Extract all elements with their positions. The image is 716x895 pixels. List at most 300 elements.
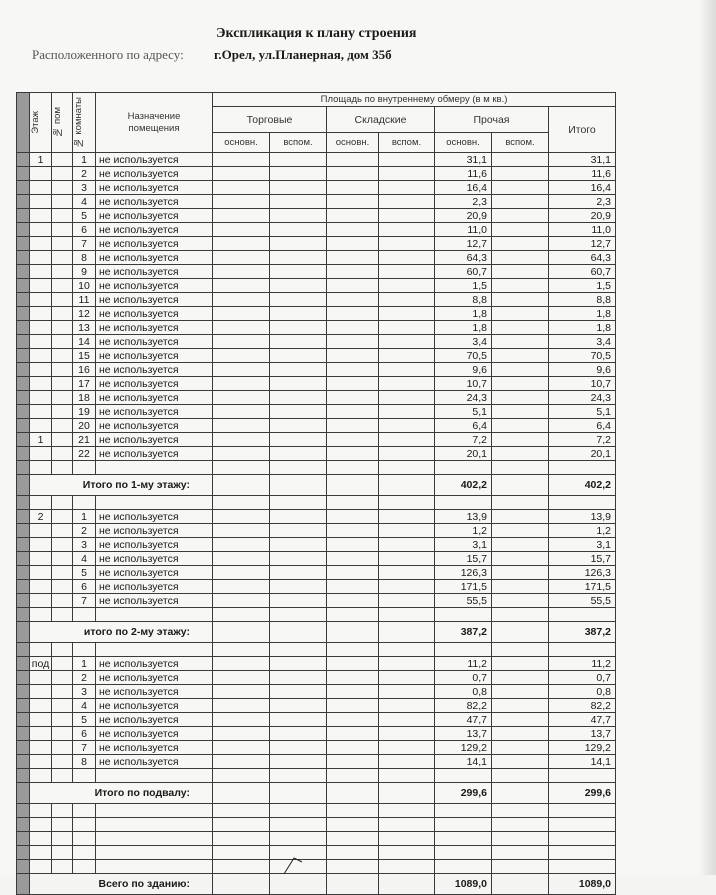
purpose-cell: не используется [96,657,213,671]
shaded-cell [17,608,30,622]
empty-cell [327,433,379,447]
empty-cell [30,496,52,510]
shaded-cell [17,566,30,580]
header-storage-aux: вспом. [379,133,435,153]
empty-cell [327,566,379,580]
spacer-row [17,804,616,818]
empty-cell [270,657,327,671]
spacer-row [17,818,616,832]
empty-cell [270,181,327,195]
empty-cell [270,461,327,475]
empty-cell [379,860,435,874]
purpose-cell: не используется [96,405,213,419]
empty-cell [73,769,96,783]
empty-cell [73,818,96,832]
floor-cell [30,699,52,713]
subtotal-label: Всего по зданию: [98,878,190,890]
empty-cell [213,195,270,209]
empty-cell [549,496,616,510]
empty-cell [549,832,616,846]
empty-cell [379,769,435,783]
empty-cell [379,783,435,804]
empty-cell [379,335,435,349]
empty-cell [270,321,327,335]
table-row [17,349,616,363]
room-no-cell [52,685,73,699]
total-cell: 16,4 [549,181,616,195]
empty-cell [270,552,327,566]
shaded-cell [17,713,30,727]
empty-cell [213,391,270,405]
total-cell: 9,6 [549,363,616,377]
shaded-cell [17,167,30,181]
purpose-cell: не используется [96,335,213,349]
room-no-cell [52,167,73,181]
shaded-cell [17,755,30,769]
other-aux-cell [492,433,549,447]
empty-cell [213,671,270,685]
room-no-cell [52,153,73,167]
empty-cell [492,608,549,622]
empty-cell [379,566,435,580]
other-main-cell: 6,4 [435,419,492,433]
shaded-cell [17,846,30,860]
total-cell: 0,7 [549,671,616,685]
shaded-cell [17,237,30,251]
header-trade-aux: вспом. [270,133,327,153]
empty-cell [30,818,52,832]
empty-cell [549,818,616,832]
other-aux-cell [492,223,549,237]
empty-cell [549,804,616,818]
empty-cell [270,167,327,181]
room-no-cell [52,293,73,307]
room-no-cell [52,741,73,755]
shaded-cell [17,727,30,741]
other-main-cell: 47,7 [435,713,492,727]
empty-cell [327,167,379,181]
table-row [17,447,616,461]
floor-cell [30,209,52,223]
empty-cell [96,769,213,783]
other-aux-cell [492,251,549,265]
empty-cell [327,153,379,167]
empty-cell [327,622,379,643]
other-aux-cell [492,167,549,181]
shaded-cell [17,671,30,685]
empty-cell [327,293,379,307]
subtotal-total-cell: 1089,0 [549,874,616,895]
total-cell: 10,7 [549,377,616,391]
empty-cell [379,594,435,608]
empty-cell [435,804,492,818]
subtotal-other-cell: 1089,0 [435,874,492,895]
empty-cell [213,461,270,475]
shaded-cell [17,461,30,475]
table-row [17,377,616,391]
subtotal-row [17,475,616,496]
empty-cell [213,755,270,769]
other-aux-cell [492,524,549,538]
other-aux-cell [492,405,549,419]
other-main-cell: 3,4 [435,335,492,349]
room-number-cell: 19 [73,405,96,419]
empty-cell [492,846,549,860]
empty-cell [270,293,327,307]
empty-cell [492,461,549,475]
total-cell: 12,7 [549,237,616,251]
table-row [17,405,616,419]
table-row [17,195,616,209]
spacer-row [17,461,616,475]
room-number-cell: 14 [73,335,96,349]
shaded-cell [17,818,30,832]
shaded-cell [17,391,30,405]
empty-cell [213,804,270,818]
total-cell: 0,8 [549,685,616,699]
empty-cell [213,251,270,265]
empty-cell [379,251,435,265]
empty-cell [379,538,435,552]
subtotal-other-cell: 402,2 [435,475,492,496]
room-number-cell: 2 [73,524,96,538]
purpose-cell: не используется [96,349,213,363]
empty-cell [549,643,616,657]
total-cell: 11,6 [549,167,616,181]
empty-cell [379,657,435,671]
table-row [17,566,616,580]
empty-cell [327,755,379,769]
room-no-cell [52,699,73,713]
other-aux-cell [492,237,549,251]
room-no-cell [52,524,73,538]
room-no-cell [52,405,73,419]
table-row [17,741,616,755]
table-row [17,538,616,552]
other-main-cell: 5,1 [435,405,492,419]
room-number-cell: 11 [73,293,96,307]
empty-cell [213,307,270,321]
empty-cell [327,447,379,461]
empty-cell [213,741,270,755]
empty-cell [327,608,379,622]
header-storage-main: основн. [327,133,379,153]
other-aux-cell [492,209,549,223]
empty-cell [52,804,73,818]
empty-cell [52,832,73,846]
empty-cell [73,643,96,657]
room-no-cell [52,433,73,447]
total-cell: 15,7 [549,552,616,566]
room-no-cell [52,181,73,195]
total-cell: 1,8 [549,321,616,335]
purpose-cell: не используется [96,167,213,181]
purpose-cell: не используется [96,524,213,538]
table-row [17,335,616,349]
room-no-cell [52,349,73,363]
empty-cell [270,307,327,321]
table-row [17,552,616,566]
empty-cell [327,860,379,874]
empty-cell [52,860,73,874]
table-row [17,251,616,265]
empty-cell [270,153,327,167]
empty-cell [549,608,616,622]
room-number-cell: 20 [73,419,96,433]
other-aux-cell [492,699,549,713]
room-no-cell [52,279,73,293]
floor-cell [30,391,52,405]
total-cell: 31,1 [549,153,616,167]
empty-cell [213,685,270,699]
empty-cell [379,622,435,643]
total-cell: 171,5 [549,580,616,594]
empty-cell [270,363,327,377]
total-cell: 13,7 [549,727,616,741]
floor-cell [30,335,52,349]
table-row [17,181,616,195]
room-no-cell [52,307,73,321]
shaded-cell [17,153,30,167]
room-no-cell [52,510,73,524]
spacer-row [17,496,616,510]
empty-cell [213,209,270,223]
empty-cell [213,538,270,552]
subtotal-other-cell: 387,2 [435,622,492,643]
room-number-cell: 10 [73,279,96,293]
shaded-cell [17,496,30,510]
empty-cell [270,622,327,643]
empty-cell [270,349,327,363]
empty-cell [270,419,327,433]
floor-cell: под [30,657,52,671]
room-number-cell: 6 [73,223,96,237]
room-number-cell: 13 [73,321,96,335]
empty-cell [379,307,435,321]
table-row [17,685,616,699]
empty-cell [270,671,327,685]
empty-cell [379,475,435,496]
empty-cell [30,461,52,475]
total-cell: 11,0 [549,223,616,237]
other-aux-cell [492,580,549,594]
other-aux-cell [492,657,549,671]
empty-cell [379,755,435,769]
empty-cell [327,363,379,377]
room-no-cell [52,265,73,279]
subtotal-row [17,622,616,643]
other-main-cell: 2,3 [435,195,492,209]
purpose-cell: не используется [96,279,213,293]
room-no-cell [52,671,73,685]
total-cell: 11,2 [549,657,616,671]
empty-cell [379,713,435,727]
empty-cell [379,237,435,251]
floor-cell [30,727,52,741]
room-number-cell: 9 [73,265,96,279]
purpose-cell: не используется [96,195,213,209]
empty-cell [270,433,327,447]
empty-cell [327,279,379,293]
room-number-cell: 4 [73,195,96,209]
empty-cell [73,608,96,622]
table-row [17,293,616,307]
empty-cell [96,804,213,818]
other-main-cell: 1,8 [435,321,492,335]
room-number-cell: 21 [73,433,96,447]
empty-cell [96,846,213,860]
empty-cell [327,223,379,237]
empty-cell [379,699,435,713]
table-body [17,153,616,895]
empty-cell [270,818,327,832]
room-no-cell [52,657,73,671]
empty-cell [492,475,549,496]
empty-cell [270,769,327,783]
total-cell: 6,4 [549,419,616,433]
total-cell: 60,7 [549,265,616,279]
other-main-cell: 7,2 [435,433,492,447]
empty-cell [492,496,549,510]
empty-cell [52,643,73,657]
empty-cell [327,594,379,608]
subtotal-label-cell [30,874,213,895]
table-row [17,321,616,335]
floor-cell [30,307,52,321]
empty-cell [213,419,270,433]
table-row [17,727,616,741]
empty-cell [492,860,549,874]
other-main-cell: 11,0 [435,223,492,237]
purpose-cell: не используется [96,391,213,405]
empty-cell [96,461,213,475]
shaded-cell [17,419,30,433]
header-trade-main: основн. [213,133,270,153]
room-number-cell: 2 [73,167,96,181]
other-aux-cell [492,552,549,566]
empty-cell [327,377,379,391]
other-main-cell: 10,7 [435,377,492,391]
other-aux-cell [492,713,549,727]
other-aux-cell [492,566,549,580]
empty-cell [213,279,270,293]
table-row [17,594,616,608]
room-number-cell: 22 [73,447,96,461]
empty-cell [327,419,379,433]
empty-cell [379,552,435,566]
shaded-cell [17,447,30,461]
empty-cell [213,552,270,566]
floor-cell [30,552,52,566]
empty-cell [379,377,435,391]
total-cell: 1,5 [549,279,616,293]
subtotal-label-cell [30,475,213,496]
empty-cell [379,874,435,895]
empty-cell [327,804,379,818]
other-main-cell: 16,4 [435,181,492,195]
purpose-cell: не используется [96,419,213,433]
other-main-cell: 9,6 [435,363,492,377]
room-number-cell: 5 [73,713,96,727]
shaded-cell [17,251,30,265]
shaded-cell [17,405,30,419]
empty-cell [270,608,327,622]
subtotal-total-cell: 387,2 [549,622,616,643]
pen-mark [280,852,320,876]
room-no-cell [52,335,73,349]
purpose-cell: не используется [96,671,213,685]
total-cell: 70,5 [549,349,616,363]
purpose-cell: не используется [96,566,213,580]
shaded-cell [17,538,30,552]
shaded-cell [17,594,30,608]
table-row [17,391,616,405]
empty-cell [379,153,435,167]
empty-cell [435,769,492,783]
purpose-cell: не используется [96,307,213,321]
room-no-cell [52,713,73,727]
room-no-cell [52,447,73,461]
floor-cell [30,447,52,461]
other-main-cell: 0,8 [435,685,492,699]
address-value: г.Орел, ул.Планерная, дом 35б [214,47,392,62]
empty-cell [213,608,270,622]
room-no-cell [52,538,73,552]
shaded-cell [17,860,30,874]
empty-cell [270,566,327,580]
empty-cell [270,223,327,237]
shaded-cell [17,741,30,755]
total-cell: 20,9 [549,209,616,223]
floor-cell: 2 [30,510,52,524]
floor-cell [30,538,52,552]
room-number-cell: 12 [73,307,96,321]
empty-cell [270,377,327,391]
empty-cell [435,846,492,860]
purpose-cell: не используется [96,237,213,251]
total-cell: 5,1 [549,405,616,419]
table-row [17,223,616,237]
other-main-cell: 55,5 [435,594,492,608]
header-room-no: № пом [52,93,73,153]
floor-cell [30,363,52,377]
floor-cell [30,741,52,755]
table-row [17,699,616,713]
empty-cell [213,622,270,643]
table-row [17,153,616,167]
empty-cell [213,874,270,895]
empty-cell [213,237,270,251]
empty-cell [52,846,73,860]
other-aux-cell [492,293,549,307]
empty-cell [379,461,435,475]
empty-cell [327,713,379,727]
empty-cell [213,433,270,447]
empty-cell [379,405,435,419]
empty-cell [379,391,435,405]
empty-cell [327,846,379,860]
table-row [17,713,616,727]
empty-cell [327,349,379,363]
floor-cell [30,377,52,391]
subtotal-row [17,874,616,895]
address-label: Расположенного по адресу: [32,47,184,62]
other-aux-cell [492,685,549,699]
room-number-cell: 3 [73,181,96,195]
shaded-cell [17,552,30,566]
purpose-cell: не используется [96,552,213,566]
other-aux-cell [492,153,549,167]
